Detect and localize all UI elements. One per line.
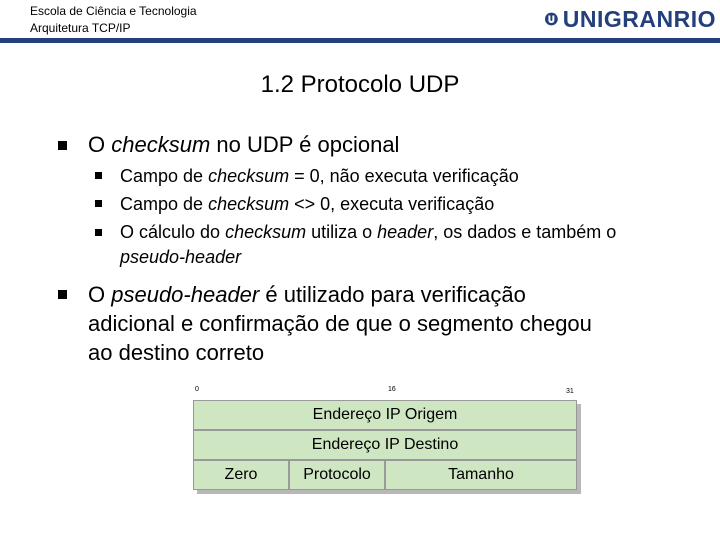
bullet-square-icon bbox=[95, 172, 102, 179]
sub-bullet-emphasis: checksum bbox=[208, 166, 290, 186]
bullet-1-text-end: no UDP é opcional bbox=[210, 132, 400, 157]
bullet-2-emphasis: pseudo-header bbox=[111, 282, 260, 307]
bullet-2-text: O bbox=[88, 282, 112, 307]
bullet-1-emphasis: checksum bbox=[111, 132, 211, 157]
sub-bullet-text-mid: utiliza o bbox=[306, 222, 378, 242]
bullet-2-text-end: é utilizado para verificação bbox=[259, 282, 526, 307]
row-source-ip: Endereço IP Origem bbox=[193, 400, 577, 430]
sub-bullet-emphasis: checksum bbox=[208, 194, 290, 214]
school-name: Escola de Ciência e Tecnologia bbox=[30, 4, 197, 18]
sub-bullet-text-end: = 0, não executa verificação bbox=[289, 166, 519, 186]
bullet-1-text: O bbox=[88, 132, 112, 157]
sub-bullet-text: O cálculo do bbox=[120, 222, 226, 242]
bullet-2 bbox=[88, 280, 698, 367]
sub-bullet-text: Campo de bbox=[120, 166, 209, 186]
sub-bullet-text: Campo de bbox=[120, 194, 209, 214]
unigranrio-logo bbox=[544, 2, 716, 36]
course-name: Arquitetura TCP/IP bbox=[30, 21, 131, 35]
bullet-2-line3: ao destino correto bbox=[88, 340, 265, 365]
bullet-2-line2: adicional e confirmação de que o segmento chegou bbox=[88, 311, 592, 336]
bit-label-start: 0 bbox=[195, 386, 199, 393]
sub-bullet-emphasis: checksum bbox=[225, 222, 307, 242]
unigranrio-logo-icon bbox=[544, 4, 559, 34]
sub-bullet-text-end: <> 0, executa verificação bbox=[289, 194, 495, 214]
logo-text: UNIGRANRIO bbox=[562, 5, 716, 32]
cell-length: Tamanho bbox=[385, 460, 577, 490]
header-bar bbox=[0, 38, 720, 43]
bullet-1 bbox=[88, 132, 399, 158]
bit-label-end: 31 bbox=[566, 388, 574, 395]
pseudo-header-diagram bbox=[193, 400, 577, 490]
sub-bullet-emphasis-2: header bbox=[377, 222, 434, 242]
bit-label-middle: 16 bbox=[388, 386, 396, 393]
bullet-square-icon bbox=[58, 290, 67, 299]
row-destination-ip: Endereço IP Destino bbox=[193, 430, 577, 460]
cell-zero: Zero bbox=[193, 460, 289, 490]
sub-bullet-3 bbox=[120, 220, 680, 270]
sub-bullet-emphasis-line2: pseudo-header bbox=[120, 247, 242, 267]
sub-bullet-1 bbox=[120, 164, 519, 189]
bullet-square-icon bbox=[58, 141, 67, 150]
cell-protocol: Protocolo bbox=[289, 460, 385, 490]
bullet-square-icon bbox=[95, 200, 102, 207]
slide-title: 1.2 Protocolo UDP bbox=[260, 71, 460, 98]
sub-bullet-2 bbox=[120, 192, 494, 217]
bullet-square-icon bbox=[95, 229, 102, 236]
sub-bullet-text-end: , os dados e também o bbox=[433, 222, 617, 242]
